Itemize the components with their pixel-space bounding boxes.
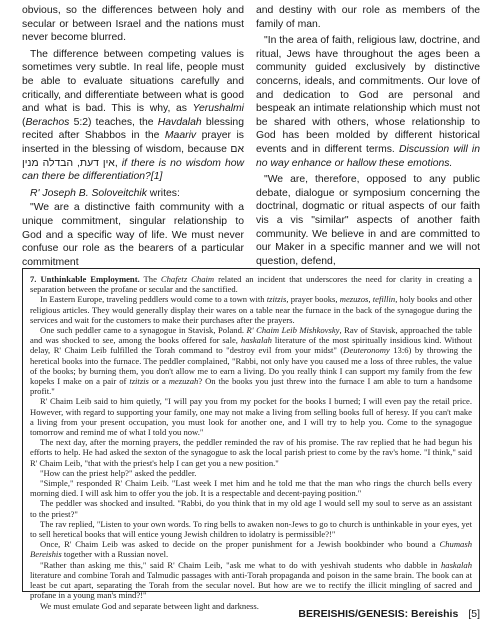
box-paragraph (30, 325, 472, 396)
box-paragraph (30, 519, 472, 539)
text-run: literature of the most spiritually insidious kind. Without delay, R' Chaim Leib fulfilled the Torah command to "destroy evil from your midst" ( (30, 335, 472, 356)
hebrew-term: tzitzis (129, 376, 149, 387)
text-run: "How can the priest help?" asked the peddler. (40, 467, 197, 478)
hebrew-term: Havdalah (157, 116, 202, 128)
hebrew-term: mezuzah (168, 376, 199, 387)
text-run: blessing recited after Shabbos in the (22, 116, 244, 142)
text-run: The (139, 274, 161, 284)
text-run: and destiny with our role as members of the family of man. (256, 5, 480, 30)
box-paragraph (30, 560, 472, 601)
text-run: 5:2) teaches, the (69, 116, 158, 128)
text-run: "We are a distinctive faith community with a unique commitment, singular relationship to God and a specific way of life. We must never confuse our role as the bearers of a particular commitment (22, 202, 244, 268)
source-citation: Chafetz Chaim (160, 274, 215, 284)
page-number: [5] (468, 608, 480, 620)
text-run: One such peddler came to a synagogue in Stavisk, Poland. (40, 325, 247, 336)
text-run: , (368, 294, 373, 305)
text-run: , prayer books, (286, 294, 340, 305)
person-name: R' Chaim Leib Mishkovsky (246, 325, 340, 336)
right-text-column (256, 4, 480, 271)
box-paragraph (30, 274, 472, 294)
text-run: The difference between competing values is sometimes very subtle. In real life, people must be able to evaluate situations carefully and critically, and differentiate between what is good and what is bad. This is why, as (22, 48, 244, 115)
paragraph (256, 4, 480, 31)
text-run: The next day, after the morning prayers, the peddler reminded the rav of his promise. The rav replied that he had begun his efforts to help. He had asked the sexton of the synagogue to ask the local parish priest to come by the rav's home. "I think," said R' Chaim Leib, "that with the priest's help I can get you a new position." (30, 437, 472, 468)
text-run: , (114, 157, 122, 169)
paragraph (22, 201, 244, 269)
text-run: Once, R' Chaim Leib was asked to decide on the proper punishment for a Jewish bookbinder who bound a (40, 539, 440, 550)
attribution (22, 187, 244, 201)
box-paragraph (30, 478, 472, 498)
text-run: "In the area of faith, religious law, doctrine, and ritual, Jews have throughout the ages been a community guided exclusively by distinctive concerns, ideals, and commitments. Our love of and dedication to God are personal and bespeak an intimate relationship which must not be shared with others, whose relationship to God has been molded by different historical events and in different terms. (256, 35, 480, 155)
hebrew-term: haskalah (240, 335, 272, 346)
hebrew-term: mezuzos (339, 294, 369, 305)
footnote-marker[interactable]: [1] (150, 171, 163, 183)
left-text-column (22, 4, 244, 272)
text-run: ( (22, 116, 26, 128)
box-paragraph (30, 539, 472, 559)
box-paragraph (30, 498, 472, 518)
hebrew-term: tefillin (372, 294, 396, 305)
text-run: prayer is inserted in the blessing of wisdom, because (22, 130, 244, 155)
paragraph (22, 48, 244, 184)
hebrew-term: Maariv (164, 130, 197, 142)
source-citation: Deuteronomy (343, 345, 390, 356)
text-run: In Eastern Europe, traveling peddlers would come to a town with (40, 294, 267, 305)
book-title: Chumash Bereishis (30, 539, 472, 560)
source-citation: Yerushalmi (192, 103, 244, 115)
paragraph (256, 173, 480, 268)
sidebar-note-box (22, 268, 480, 611)
text-run: together with a Russian novel. (61, 549, 169, 560)
box-paragraph (30, 294, 472, 325)
text-run: , Rav of Stavisk, approached the table and was shocked to see, among the books offered for sale, (30, 325, 472, 346)
paragraph (22, 4, 244, 45)
box-paragraph (30, 468, 472, 478)
running-head: BEREISHIS/GENESIS: Bereishis (298, 608, 459, 620)
text-run: The peddler was shocked and insulted. "Rabbi, do you think that in my old age I would sell my soul to serve as an assistant to the priest?" (30, 498, 472, 519)
text-run: We must emulate God and separate between light and darkness. (40, 600, 259, 611)
box-paragraph (30, 437, 472, 468)
text-run: 13:6) by throwing the heretical books into the furnace. The peddler complained, "Rabbi, not only have you caused me a loss of three rubles, the value of the books; by burning them, you don't allow me to earn a living. Do you really think I can support my family from the few kopeks I make on a pair of (30, 345, 472, 387)
text-run: literature and combine Torah and Talmudic passages with anti-Torah propaganda and poison in the same brain. The book can at least be cut apart, separating the Torah from the secular novel. But how are we to rectify the illicit mingling of sacred and profane in a young man's mind?!" (30, 569, 472, 601)
text-run: "Rather than asking me this," said R' Chaim Leib, "ask me what to do with yeshivah students who dabble in (40, 559, 441, 570)
text-run: obvious, so the differences between holy and secular or between Israel and the nations must never become blurred. (22, 5, 244, 44)
text-run: "We are, therefore, opposed to any public debate, dialogue or symposium concerning the doctrinal, dogmatic or ritual aspects of our faith vis a vis "similar" aspects of another faith community. We believe in and are committed to our Maker in a specific manner and we will not question, defend, (256, 174, 480, 267)
translated-quote: if there is no wisdom how can there be differentiation? (22, 157, 245, 183)
text-run: or a (148, 376, 169, 387)
text-run: "Simple," responded R' Chaim Leib. "Last week I met him and he told me that the man who rings the church bells every morning died. I will ask him to offer you the job. It is a respectable and decent-paying position." (30, 478, 472, 499)
hebrew-term: tzitzis (266, 294, 287, 305)
hebrew-term: haskalah (440, 559, 472, 570)
author-name: R' Joseph B. Soloveitchik (30, 187, 147, 199)
text-run: ? On the books you just threw into the furnace I am able to turn a handsome profit." (30, 376, 473, 397)
hebrew-quote: אם אין דעת, הבדלה מנין (22, 143, 244, 169)
text-run: writes: (146, 187, 180, 199)
text-run: The rav replied, "Listen to your own words. To ring bells to awaken non-Jews to go to church is unthinkable in your eyes, yet to sell heretical books that will entice young Jewish children to idolatry is permissible?!" (30, 518, 472, 540)
text-run: related an incident that underscores the need for clarity in creating a separation between the profane or secular and the sanctified. (30, 274, 472, 295)
page-footer (298, 608, 480, 620)
paragraph (256, 34, 480, 170)
box-paragraph (30, 396, 472, 437)
source-citation: Berachos (25, 116, 70, 128)
note-heading: 7. Unthinkable Employment. (30, 274, 140, 284)
emphasized-text: Discussion will in no way enhance or hallow these emotions. (256, 143, 480, 169)
text-run: , holy books and other religious articles. They would generally display their wares on a table near the furnace in the back of the synagogue during the services and wait for the customers to make their purchases after the prayers. (30, 294, 472, 325)
text-run: R' Chaim Leib said to him quietly, "I will pay you from my pocket for the books I burned; I will even pay the retail price. However, with regard to supporting your family, one may not make a living from selling books full of heresy. If you can't make a living from your present occupation, you must look for another one, and I will try to help you. Come to the synagogue tomorrow and remind me of what I told you now." (30, 396, 472, 438)
